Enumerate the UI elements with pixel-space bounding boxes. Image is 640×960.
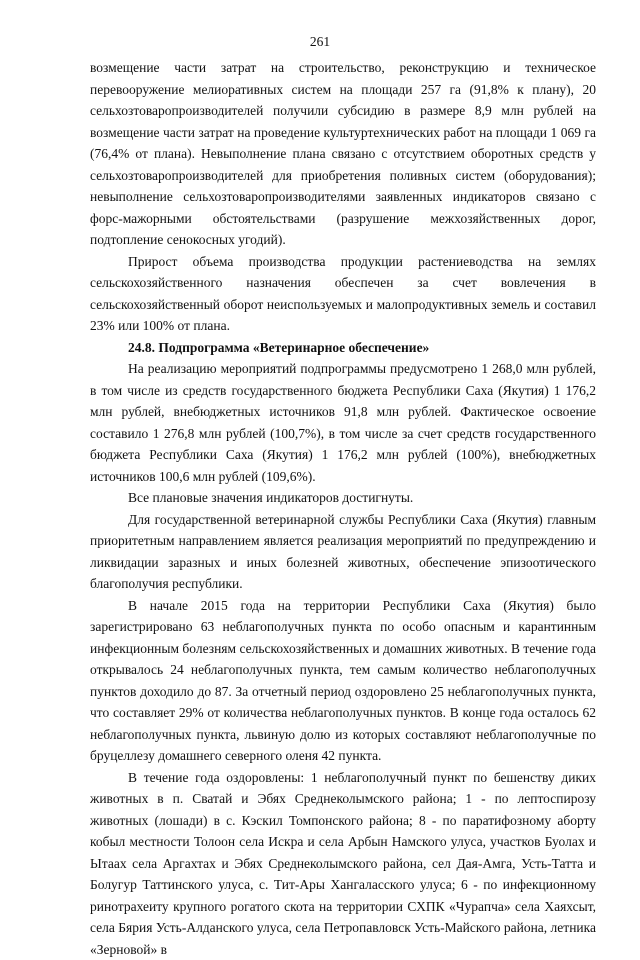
paragraph: На реализацию мероприятий подпрограммы предусмотрено 1 268,0 млн рублей, в том числе из средств государственного бюджета Республики Саха (Якутия) 1 176,2 млн рублей, внебюджетных источников 91,8 млн рублей. Фактическое освоение составило 1 276,8 млн рублей (100,7%), в том числе за счет средств государственного бюджета Республики Саха (Якутия) 1 176,2 млн рублей (100%), внебюджетных источников 100,6 млн рублей (109,6%). xyxy=(90,358,596,487)
paragraph: Для государственной ветеринарной службы Республики Саха (Якутия) главным приоритетным направлением является реализация мероприятий по предупреждению и ликвидации заразных и иных болезней животных, обеспечение эпизоотического благополучия республики. xyxy=(90,509,596,595)
paragraph: Прирост объема производства продукции растениеводства на землях сельскохозяйственного назначения обеспечен за счет вовлечения в сельскохозяйственный оборот неиспользуемых и малопродуктивных земель и составил 23% или 100% от плана. xyxy=(90,251,596,337)
paragraph: В течение года оздоровлены: 1 неблагополучный пункт по бешенству диких животных в п. Сватай и Эбях Среднеколымского района; 1 - по лептоспирозу животных (лошади) в с. Кэскил Томпонского района; 8 - по паратифозному аборту кобыл местности Толоон села Искра и села Арбын Намского улуса, участков Буолах и Ытаах села Аргахтах и Эбях Среднеколымского района, сел Дая-Амга, Усть-Татта и Болугур Таттинского улуса, с. Тит-Ары Хангаласского улуса; 6 - по инфекционному ринотрахеиту крупного рогатого скота на территории СХПК «Чурапча» села Хаяхсыт, села Бярия Усть-Алданского улуса, села Петропавловск Усть-Майского района, летника «Зерновой» в xyxy=(90,767,596,960)
paragraph-continuation: возмещение части затрат на строительство, реконструкцию и техническое перевооружение мелиоративных систем на площади 257 га (91,8% к плану), 20 сельхозтоваропроизводителей получили субсидию в размере 8,9 млн рублей на возмещение части затрат на проведение культуртехнических работ на площади 1 069 га (76,4% от плана). Невыполнение плана связано с отсутствием оборотных средств у сельхозтоваропроизводителей для приобретения поливных систем (оборудования); невыполнение сельхозтоваропроизводителями заявленных индикаторов связано с форс-мажорными обстоятельствами (разрушение межхозяйственных дорог, подтопление сенокосных угодий). xyxy=(90,57,596,251)
page-number: 261 xyxy=(0,34,640,50)
section-heading: 24.8. Подпрограмма «Ветеринарное обеспечение» xyxy=(90,337,596,359)
paragraph: В начале 2015 года на территории Республики Саха (Якутия) было зарегистрировано 63 неблагополучных пункта по особо опасным и карантинным инфекционным болезням сельскохозяйственных и домашних животных. В течение года открывалось 24 неблагополучных пункта, тем самым количество неблагополучных пунктов доходило до 87. За отчетный период оздоровлено 25 неблагополучных пункта, что составляет 29% от количества неблагополучных пунктов. В конце года осталось 62 неблагополучных пункта, львиную долю из которых составляют неблагополучные по бруцеллезу домашнего северного оленя 42 пункта. xyxy=(90,595,596,767)
paragraph: Все плановые значения индикаторов достигнуты. xyxy=(90,487,596,509)
document-body xyxy=(90,57,596,960)
